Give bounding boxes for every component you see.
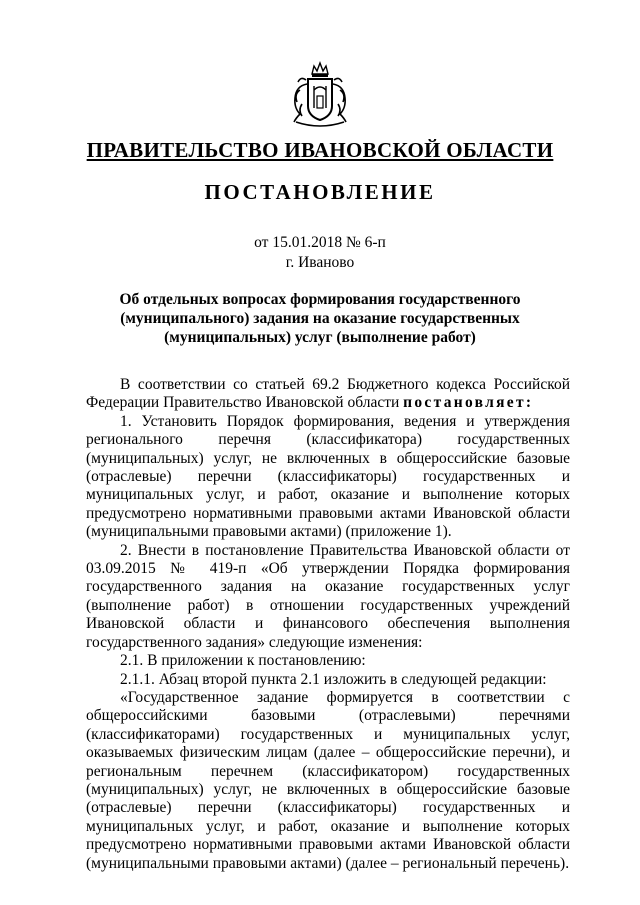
organization-name: ПРАВИТЕЛЬСТВО ИВАНОВСКОЙ ОБЛАСТИ xyxy=(86,138,554,162)
document-date-number: от 15.01.2018 № 6-п xyxy=(254,234,386,251)
resolves-keyword: постановляет: xyxy=(403,394,534,412)
coat-of-arms-icon xyxy=(288,60,352,128)
paragraph-2: 2. Внести в постановление Правительства Ивановской области от 03.09.2015 № 419-п «Об утверждении Порядка формирования государственного задания на оказание государственных услуг (выполнение работ) в отношении государственных учреждений Ивановской области и финансового обеспечения выполнения государственного задания» следующие изменения: xyxy=(86,541,570,651)
document-city: г. Иваново xyxy=(285,254,355,271)
quoted-paragraph: «Государственное задание формируется в соответствии с общероссийскими базовыми (отраслевыми) перечнями (классификаторами) государственных и муниципальных услуг, оказываемых физическим лицам (далее – общероссийские перечни), и региональным перечнем (классификатором) государственных (муниципальных) услуг, не включенных в общероссийские базовые (отраслевые) перечни (классификаторы) государственных и муниципальных услуг, и работ, оказание и выполнение которых предусмотрено нормативными правовыми актами Ивановской области (муниципальными правовыми актами) (далее – региональный перечень). xyxy=(86,688,570,872)
document-title: Об отдельных вопросах формирования государственного (муниципального) задания на оказание государственных (муниципальных) услуг (выполнение работ) xyxy=(119,291,521,346)
intro-paragraph xyxy=(86,376,570,413)
document-type: ПОСТАНОВЛЕНИЕ xyxy=(204,180,436,204)
intro-text: В соответствии со статьей 69.2 Бюджетного кодекса Российской Федерации Правительство Ивановской области xyxy=(86,376,570,412)
document-body xyxy=(86,376,570,873)
paragraph-2-1: 2.1. В приложении к постановлению: xyxy=(120,652,366,670)
paragraph-2-1-1: 2.1.1. Абзац второй пункта 2.1 изложить в следующей редакции: xyxy=(120,670,547,688)
paragraph-1: 1. Установить Порядок формирования, ведения и утверждения регионального перечня (классификатора) государственных (муниципальных) услуг, не включенных в общероссийские базовые (отраслевые) перечни (классификаторы) государственных и муниципальных услуг, и работ, оказание и выполнение которых предусмотрено нормативными правовыми актами Ивановской области (муниципальными правовыми актами) (приложение 1). xyxy=(86,412,570,541)
